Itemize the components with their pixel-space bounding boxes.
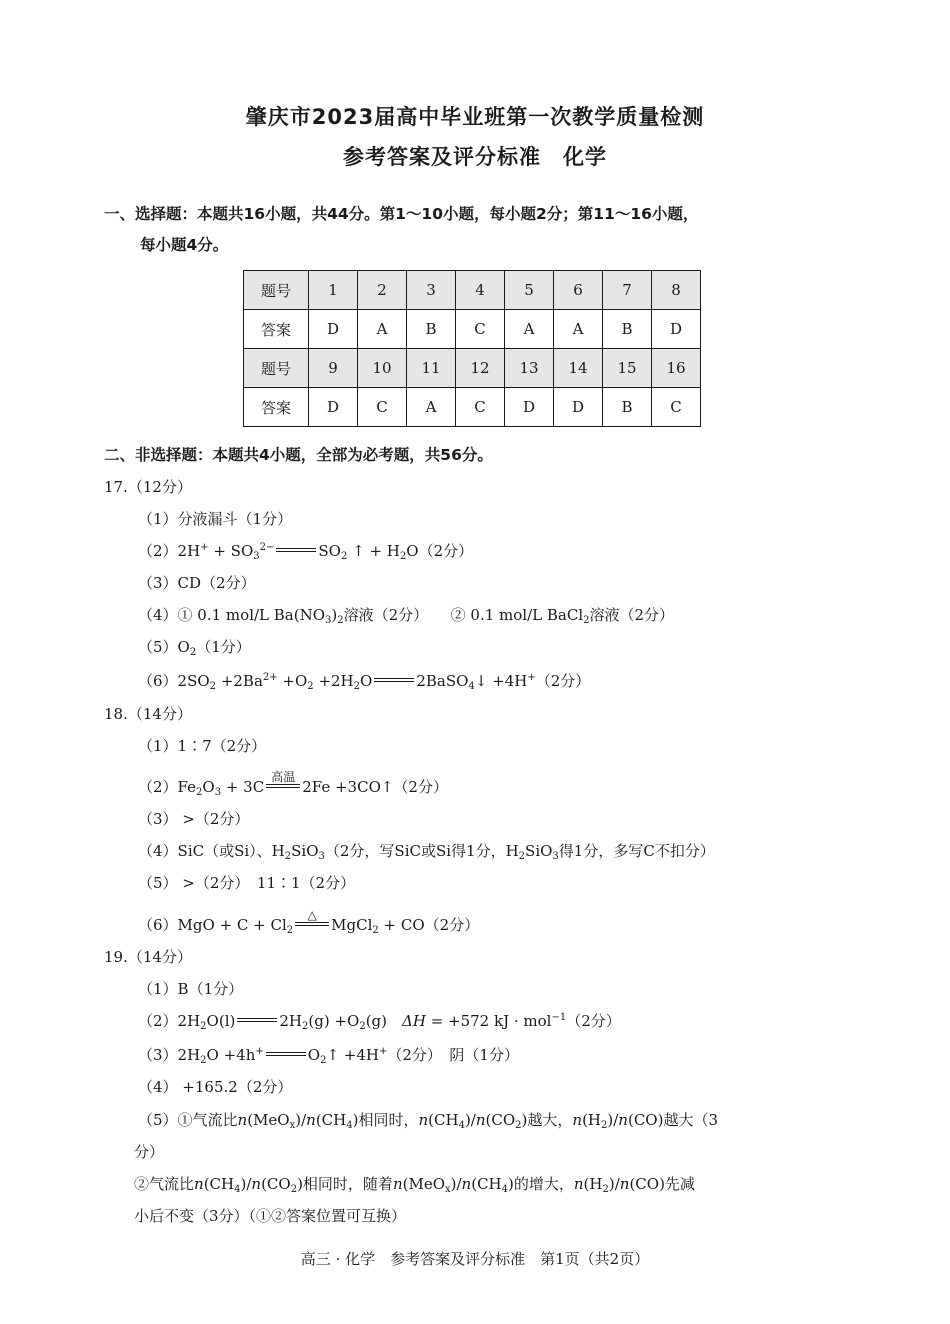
table-cell: 16 (652, 349, 701, 388)
text-run: 2H (279, 1012, 302, 1030)
subscript: 2 (337, 615, 344, 626)
q18-answer-6 (138, 908, 480, 936)
q18-answer-1: （1）1∶7（2分） (138, 737, 267, 755)
table-cell: B (407, 310, 456, 349)
table-cell: C (456, 310, 505, 349)
text-run: 2BaSO (416, 672, 469, 690)
text-run: O +4h (206, 1046, 256, 1064)
subscript: 2 (189, 647, 197, 658)
text-run: +O (277, 672, 308, 690)
subscript: 3 (253, 551, 260, 562)
variable: n (573, 1175, 584, 1193)
table-row (244, 271, 701, 310)
subscript: 2 (583, 615, 590, 626)
table-cell: D (309, 310, 358, 349)
variable: n (475, 1111, 486, 1129)
text-run: O（2分） (406, 542, 474, 560)
subscript: 2 (602, 1184, 609, 1195)
subscript: 2 (200, 1021, 207, 1032)
variable: n (418, 1111, 429, 1129)
superscript: −1 (551, 1012, 567, 1023)
text-run: （2）Fe (138, 778, 197, 796)
text-run: （4）① 0.1 mol/L Ba(NO (138, 606, 326, 624)
subscript: 2 (286, 925, 294, 936)
text-run: )/ (607, 1111, 619, 1129)
text-run: （6）MgO + C + Cl (138, 916, 287, 934)
text-run: （4）SiC（或Si）、H (138, 842, 285, 860)
text-run: （2分） 阴（1分） (387, 1046, 519, 1064)
variable: n (194, 1175, 204, 1193)
text-run: SiO (291, 842, 319, 860)
table-cell: 2 (358, 271, 407, 310)
page-footer: 高三 · 化学 参考答案及评分标准 第1页（共2页） (300, 1250, 650, 1268)
table-row-label: 题号 (244, 349, 309, 388)
subscript: 2 (290, 1184, 298, 1195)
q19-label: 19.（14分） (104, 948, 192, 966)
q18-answer-4 (138, 840, 715, 862)
table-cell: A (407, 388, 456, 427)
text-run: + CO（2分） (378, 916, 480, 934)
text-run: 得1分，多写C不扣分） (558, 842, 715, 860)
subscript: 4 (501, 1184, 509, 1195)
table-cell: 7 (603, 271, 652, 310)
variable: n (572, 1111, 583, 1129)
table-cell: 1 (309, 271, 358, 310)
table-cell: 9 (309, 349, 358, 388)
subscript: 4 (234, 1184, 241, 1195)
q19-answer-5-line3 (134, 1173, 695, 1195)
text-run: (g) +O (308, 1012, 360, 1030)
table-row (244, 310, 701, 349)
text-run: +2Ba (216, 672, 263, 690)
text-run: ↓ +4H (474, 672, 528, 690)
charge: + (255, 1046, 264, 1057)
text-run: (CH (471, 1175, 502, 1193)
q17-label: 17.（12分） (104, 478, 192, 496)
variable: n (392, 1175, 403, 1193)
table-row-label: 题号 (244, 271, 309, 310)
table-cell: 4 (456, 271, 505, 310)
table-cell: C (456, 388, 505, 427)
subscript: 2 (307, 681, 314, 692)
text-run: O (307, 1046, 321, 1064)
text-run: + 3C (221, 778, 265, 796)
table-cell: 5 (505, 271, 554, 310)
text-run: （2分） (535, 672, 591, 690)
table-cell: 14 (554, 349, 603, 388)
text-run: ↑ +4H (326, 1046, 379, 1064)
reaction-condition: 高温 (271, 770, 296, 784)
variable: n (251, 1175, 262, 1193)
text-run: + H (369, 542, 400, 560)
subscript: 4 (468, 681, 475, 692)
subscript: 2 (301, 1021, 309, 1032)
table-cell: 10 (358, 349, 407, 388)
q19-answer-3 (138, 1044, 519, 1066)
text-run: O (360, 672, 373, 690)
text-run: SO (318, 542, 341, 560)
text-run: （1分） (196, 638, 251, 656)
text-run: (CO)先减 (629, 1175, 695, 1193)
table-row (244, 388, 701, 427)
charge: 2− (259, 542, 275, 553)
text-run: (CH (428, 1111, 459, 1129)
text-run: （5）O (138, 638, 190, 656)
text-run: (MeO (247, 1111, 290, 1129)
table-row (244, 349, 701, 388)
variable: n (619, 1175, 630, 1193)
table-cell: C (652, 388, 701, 427)
text-run: MgCl (331, 916, 373, 934)
table-cell: 8 (652, 271, 701, 310)
q17-answer-2 (138, 540, 473, 562)
variable: n (461, 1175, 472, 1193)
variable: n (306, 1111, 316, 1129)
subscript: 2 (196, 787, 203, 798)
table-cell: 6 (554, 271, 603, 310)
table-cell: 15 (603, 349, 652, 388)
text-run: +2H (313, 672, 354, 690)
condition-equals (295, 908, 329, 926)
section2-heading: 二、非选择题：本题共4小题，全部为必考题，共56分。 (104, 446, 493, 464)
subscript: 2 (359, 1021, 366, 1032)
charge: 2+ (262, 672, 278, 683)
subscript: 3 (318, 851, 325, 862)
subscript: 2 (399, 551, 407, 562)
text-run: (CH (203, 1175, 235, 1193)
page-title: 肇庆市2023届高中毕业班第一次教学质量检测 (245, 105, 705, 129)
text-run: （2分，写SiC或Si得1分，H (324, 842, 519, 860)
text-run: SiO (525, 842, 553, 860)
q17-answer-3: （3）CD（2分） (138, 574, 256, 592)
q18-label: 18.（14分） (104, 705, 192, 723)
table-cell: D (309, 388, 358, 427)
charge: + (200, 542, 209, 553)
table-cell: 3 (407, 271, 456, 310)
subscript: 2 (320, 1055, 327, 1066)
text-run: )/ (240, 1175, 252, 1193)
q17-answer-5 (138, 636, 251, 658)
section1-heading-cont: 每小题4分。 (140, 236, 229, 254)
subscript: 2 (515, 1120, 522, 1131)
text-run: （3）2H (138, 1046, 201, 1064)
q19-answer-5-line2: 分） (134, 1143, 165, 1161)
text-run: )/ (295, 1111, 307, 1129)
subscript: 2 (209, 681, 217, 692)
q19-answer-4: （4） +165.2（2分） (138, 1078, 293, 1096)
text-run: (CO)越大（3 (627, 1111, 718, 1129)
table-cell: D (652, 310, 701, 349)
equals-sign (266, 1052, 306, 1056)
text-run: （2）2H (138, 542, 201, 560)
variable: n (237, 1111, 248, 1129)
table-cell: A (554, 310, 603, 349)
table-cell: D (554, 388, 603, 427)
text-run: )相同时，随着 (297, 1175, 393, 1193)
subscript: x (445, 1184, 451, 1195)
q18-answer-2 (138, 770, 448, 798)
q19-answer-2 (138, 1010, 621, 1032)
equals-sign (237, 1018, 277, 1022)
page-subtitle: 参考答案及评分标准 化学 (343, 145, 607, 169)
subscript: 4 (458, 1120, 465, 1131)
condition-equals (266, 770, 300, 788)
subscript: 2 (518, 851, 526, 862)
text-run: 2Fe +3CO↑（2分） (302, 778, 448, 796)
table-cell: B (603, 310, 652, 349)
equals-sign (374, 678, 414, 682)
q17-answer-4 (138, 604, 674, 626)
gas-arrow: ↑ (352, 542, 365, 560)
q19-answer-1: （1）B（1分） (138, 980, 244, 998)
enthalpy-symbol: ΔH (402, 1012, 426, 1030)
text-run: （2）2H (138, 1012, 201, 1030)
variable: n (618, 1111, 628, 1129)
charge: + (527, 672, 536, 683)
heat-symbol: △ (307, 908, 317, 922)
text-run: ②气流比 (134, 1175, 195, 1193)
text-run: （6）2SO (138, 672, 210, 690)
text-run: (CO (261, 1175, 291, 1193)
text-run: )相同时， (352, 1111, 419, 1129)
text-run: O(l) (206, 1012, 236, 1030)
q17-answer-1: （1）分液漏斗（1分） (138, 510, 293, 528)
subscript: 2 (340, 551, 348, 562)
text-run: + SO (208, 542, 254, 560)
text-run: (MeO (402, 1175, 445, 1193)
text-run: （2分） (566, 1012, 621, 1030)
text-run: 溶液（2分） (589, 606, 675, 624)
text-run: 溶液（2分） ② 0.1 mol/L BaCl (343, 606, 584, 624)
equals-sign (276, 548, 316, 552)
table-cell: B (603, 388, 652, 427)
text-run: )的增大， (508, 1175, 574, 1193)
table-cell: 13 (505, 349, 554, 388)
table-cell: D (505, 388, 554, 427)
table-cell: A (505, 310, 554, 349)
subscript: 2 (353, 681, 361, 692)
text-run: )越大， (521, 1111, 573, 1129)
text-run: ) (331, 606, 338, 624)
subscript: 2 (200, 1055, 207, 1066)
text-run: (H (582, 1111, 602, 1129)
subscript: 4 (346, 1120, 353, 1131)
text-run: O (202, 778, 215, 796)
text-run: (CH (315, 1111, 347, 1129)
q17-answer-6 (138, 670, 590, 692)
q18-answer-5: （5） >（2分） 11∶1（2分） (138, 874, 356, 892)
table-cell: C (358, 388, 407, 427)
text-run: )/ (464, 1111, 476, 1129)
table-cell: A (358, 310, 407, 349)
q19-answer-5-line1 (138, 1109, 718, 1131)
charge: + (379, 1046, 388, 1057)
text-run: )/ (608, 1175, 620, 1193)
q18-answer-3: （3） >（2分） (138, 810, 250, 828)
table-row-label: 答案 (244, 310, 309, 349)
answer-table (243, 270, 701, 427)
table-cell: 11 (407, 349, 456, 388)
table-row-label: 答案 (244, 388, 309, 427)
subscript: x (289, 1120, 296, 1131)
subscript: 2 (601, 1120, 608, 1131)
text-run: = +572 kJ · mol (425, 1012, 552, 1030)
table-cell: 12 (456, 349, 505, 388)
subscript: 3 (552, 851, 559, 862)
q19-answer-5-line4: 小后不变（3分）（①②答案位置可互换） (134, 1207, 407, 1225)
subscript: 3 (214, 787, 222, 798)
section1-heading: 一、选择题：本题共16小题，共44分。第1～10小题，每小题2分；第11～16小题， (104, 205, 699, 223)
text-run: )/ (450, 1175, 462, 1193)
text-run: (CO (485, 1111, 516, 1129)
text-run: （5）①气流比 (138, 1111, 238, 1129)
text-run: (H (583, 1175, 603, 1193)
text-run: (g) (365, 1012, 402, 1030)
subscript: 2 (284, 851, 292, 862)
subscript: 3 (325, 615, 332, 626)
subscript: 2 (372, 925, 379, 936)
